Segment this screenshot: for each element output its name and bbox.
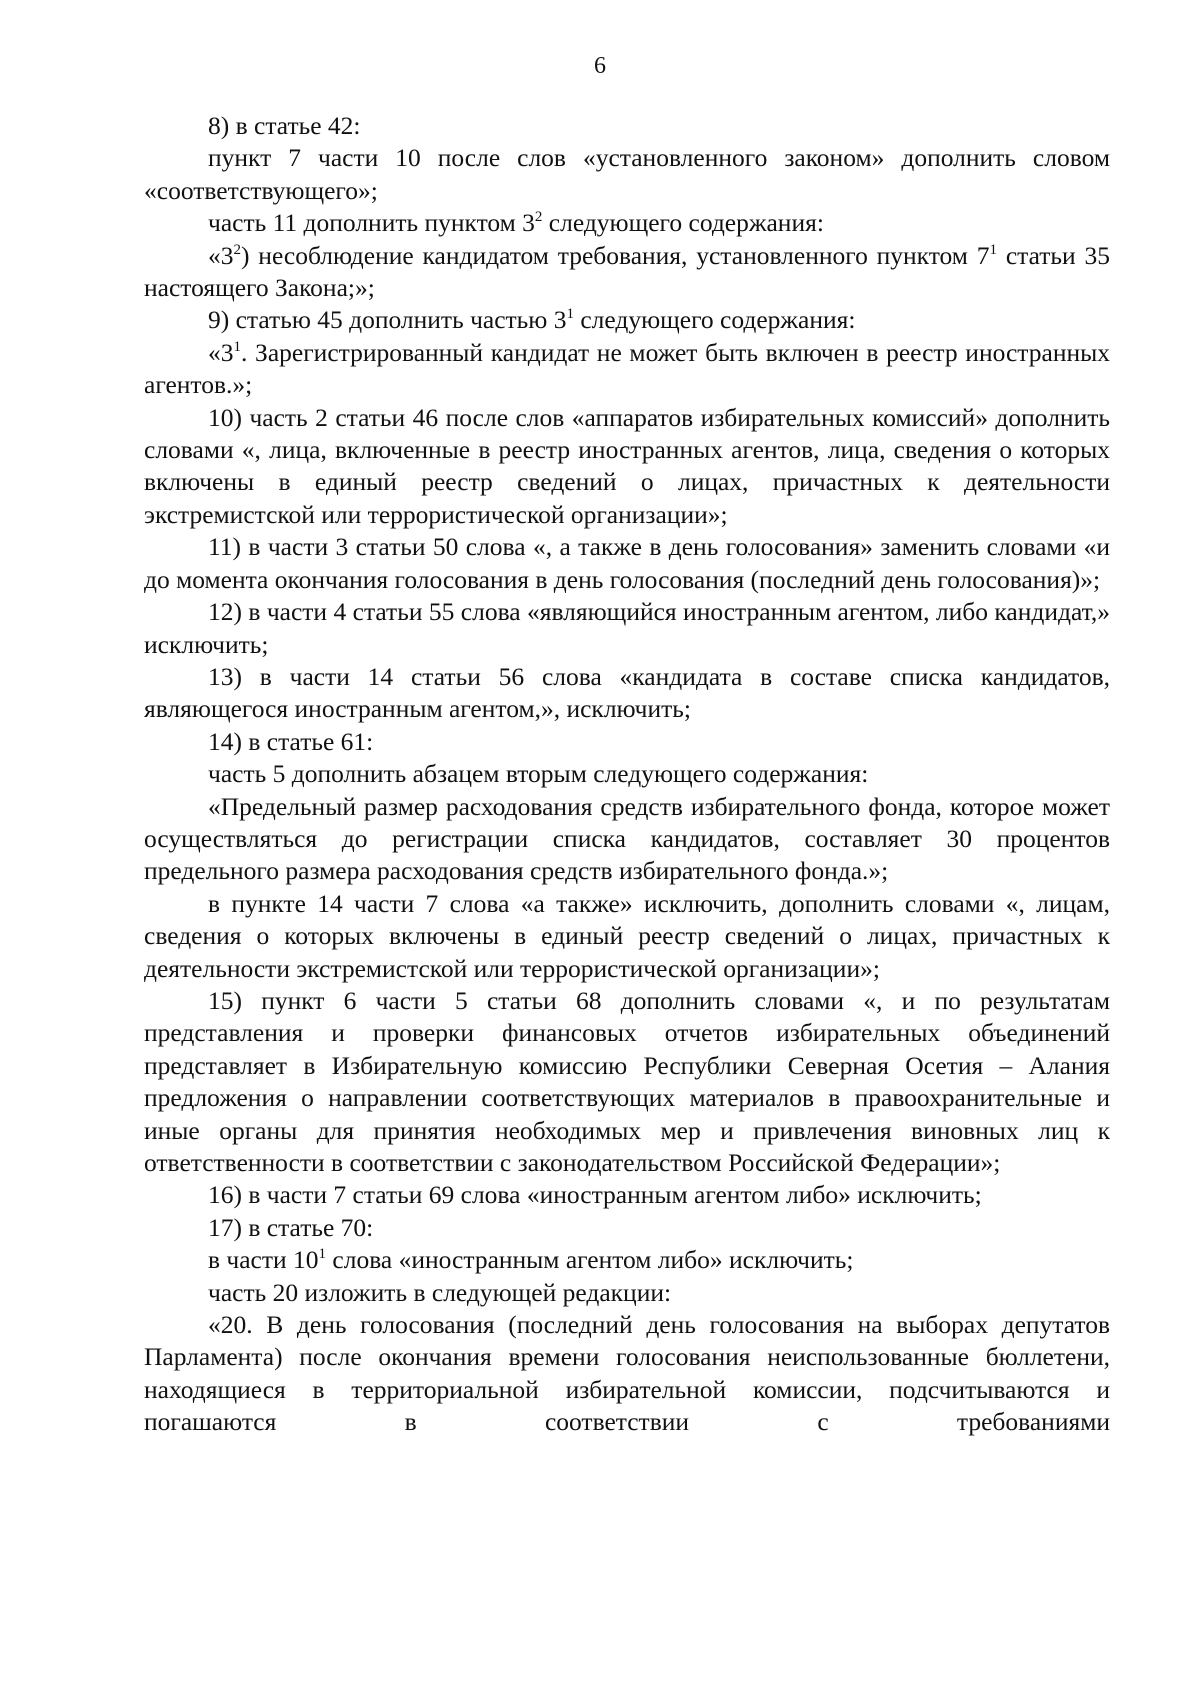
text-run: 8) в статье 42: [208,111,361,140]
paragraph [144,985,1110,1179]
text-run: «3 [208,240,234,270]
paragraph [144,240,1110,305]
text-run: 14) в статье 61: [208,726,374,756]
superscript: 2 [233,241,241,258]
text-run: часть 5 дополнить абзацем вторым следующего содержания: [208,759,869,789]
text-run: 9) статью 45 дополнить частью 3 [208,305,567,335]
paragraph [144,1212,1110,1244]
text-run: 16) в части 7 статьи 69 слова «иностранным агентом либо» исключить; [208,1180,982,1210]
text-run: следующего содержания: [573,305,856,335]
paragraph [144,661,1110,726]
superscript: 1 [233,338,241,355]
text-run: . Зарегистрированный кандидат не может быть включен в реестр иностранных агентов.»; [144,337,1110,400]
text-run: 12) в части 4 статьи 55 слова «являющийся иностранным агентом, либо кандидат,» исключить; [144,597,1110,659]
text-run: в части 10 [208,1245,319,1275]
text-run: статьи 35 настоящего Закона;»; [144,240,1110,303]
text-run: пункт 7 части 10 после слов «установленного законом» дополнить словом «соответствующего»; [144,143,1110,205]
superscript: 2 [534,209,543,226]
text-run: 13) в части 14 статьи 56 слова «кандидата в составе списка кандидатов, являющегося иностранным агентом,», исключить; [144,661,1110,724]
paragraph [144,1309,1110,1439]
paragraph [144,596,1110,661]
document-body [144,110,1110,1439]
text-run: 17) в статье 70: [208,1212,374,1242]
text-run: слова «иностранным агентом либо» исключить; [326,1245,854,1275]
paragraph [144,304,1110,336]
text-run: ) несоблюдение кандидатом требования, установленного пунктом 7 [241,240,990,270]
paragraph [144,791,1110,888]
text-run: часть 11 дополнить пунктом 3 [208,208,535,238]
text-run: «3 [208,337,234,367]
paragraph [144,531,1110,596]
text-run: «20. В день голосования (последний день голосования на выборах депутатов Парламента) после окончания времени голосования неиспользованные бюллетени, находящиеся в территориальной избирательной комиссии, подсчитываются и погашаются в соответствии с требованиями [144,1310,1110,1437]
paragraph [144,207,1110,239]
text-run: следующего содержания: [542,208,824,238]
text-run: «Предельный размер расходования средств избирательного фонда, которое может осуществляться до регистрации списка кандидатов, составляет 30 процентов предельного размера расходования средств избирательного фонда.»; [144,791,1110,886]
paragraph [144,110,1110,142]
text-run: 10) часть 2 статьи 46 после слов «аппаратов избирательных комиссий» дополнить словами «, лица, включенные в реестр иностранных агентов, лица, сведения о которых включены в единый реестр сведений о лицах, причастных к деятельности экстремистской или террористической организации»; [144,402,1110,529]
superscript: 1 [318,1246,327,1263]
paragraph [144,1179,1110,1211]
superscript: 1 [566,306,574,323]
text-run: 11) в части 3 статьи 50 слова «, а также в день голосования» заменить словами «и до момента окончания голосования в день голосования (последний день голосования)»; [144,532,1110,594]
paragraph [144,337,1110,402]
text-run: в пункте 14 части 7 слова «а также» исключить, дополнить словами «, лицам, сведения о которых включены в единый реестр сведений о лицах, причастных к деятельности экстремистской или террористической организации»; [144,888,1110,983]
paragraph [144,1244,1110,1276]
paragraph [144,142,1110,207]
text-run: часть 20 изложить в следующей редакции: [208,1277,672,1307]
page-number: 6 [594,53,606,79]
paragraph [144,758,1110,790]
superscript: 1 [989,241,998,258]
paragraph [144,888,1110,985]
paragraph [144,726,1110,758]
text-run: 15) пункт 6 части 5 статьи 68 дополнить словами «, и по результатам представления и проверки финансовых отчетов избирательных объединений представляет в Избирательную комиссию Республики Северная Осетия – Алания предложения о направлении соответствующих материалов в правоохранительные и иные органы для принятия необходимых мер и привлечения виновных лиц к ответственности в соответствии с законодательством Российской Федерации»; [144,985,1110,1177]
paragraph [144,402,1110,532]
paragraph [144,1277,1110,1309]
